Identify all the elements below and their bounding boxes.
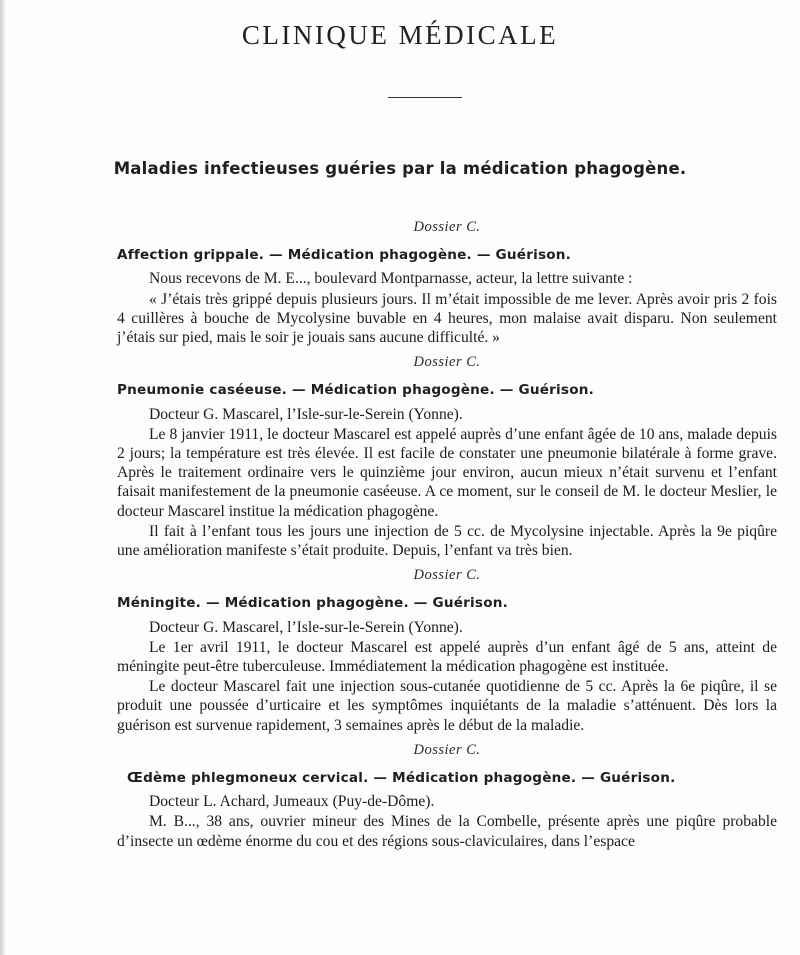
paragraph: Nous recevons de M. E..., boulevard Montparnasse, acteur, la lettre suivante : <box>149 270 633 288</box>
paragraph: Le 1er avril 1911, le docteur Mascarel est appelé auprès d’un enfant âgé de 5 ans, atteint de méningite peut-être tuberculeuse. Immédiatement la médication phagogène est instituée. <box>117 638 777 676</box>
main-heading: Maladies infectieuses guéries par la médication phagogène. <box>113 159 687 178</box>
title-rule <box>388 97 462 98</box>
dossier-label: Dossier C. <box>413 219 481 235</box>
case-heading: Méningite. — Médication phagogène. — Guérison. <box>117 595 508 612</box>
case-heading: Œdème phlegmoneux cervical. — Médication phagogène. — Guérison. <box>127 770 676 787</box>
dossier-label: Dossier C. <box>413 567 481 584</box>
paragraph: Le docteur Mascarel fait une injection sous-cutanée quotidienne de 5 cc. Après la 6e piqûre, il se produit une poussée d’urticaire et les symptômes inquiétants de la maladie s’atténuent. Dès lors la guérison est survenue rapidement, 3 semaines après le début de la maladie. <box>117 678 777 734</box>
case-heading: Affection grippale. — Médication phagogène. — Guérison. <box>117 247 572 264</box>
article-body <box>117 212 777 852</box>
paragraph: Docteur G. Mascarel, l’Isle-sur-le-Serein (Yonne). <box>149 618 463 636</box>
paragraph: Docteur L. Achard, Jumeaux (Puy-de-Dôme). <box>149 793 435 811</box>
paragraph: Docteur G. Mascarel, l’Isle-sur-le-Serein (Yonne). <box>149 405 463 423</box>
paragraph: « J’étais très grippé depuis plusieurs jours. Il m’était impossible de me lever. Après avoir pris 2 fois 4 cuillères à bouche de Mycolysine buvable en 4 heures, mon malaise avait disparu. Non seulement j’étais sur pied, mais le soir je jouais sans aucune difficulté. » <box>117 290 777 347</box>
paragraph: M. B..., 38 ans, ouvrier mineur des Mines de la Combelle, présente après une piqûre probable d’insecte un œdème énorme du cou et des régions sous-claviculaires, dans l’espace <box>117 813 777 850</box>
dossier-label: Dossier C. <box>413 354 481 371</box>
running-title: CLINIQUE MÉDICALE <box>241 20 559 50</box>
case-heading: Pneumonie caséeuse. — Médication phagogène. — Guérison. <box>117 382 594 399</box>
paragraph: Il fait à l’enfant tous les jours une injection de 5 cc. de Mycolysine injectable. Après la 9e piqûre une amélioration manifeste s’était produite. Depuis, l’enfant va très bien. <box>117 522 777 560</box>
paragraph: Le 8 janvier 1911, le docteur Mascarel est appelé auprès d’une enfant âgée de 10 ans, malade depuis 2 jours; la température est très élevée. Il est facile de constater une pneumonie bilatérale à forme grave. Après le traitement ordinaire vers le quinzième jour environ, aucun mieux n’était survenu et l’enfant faisait manifestement de la pneumonie caséeuse. A ce moment, sur le conseil de M. le docteur Meslier, le docteur Mascarel institue la médication phagogène. <box>117 425 777 520</box>
dossier-label: Dossier C. <box>413 741 481 758</box>
